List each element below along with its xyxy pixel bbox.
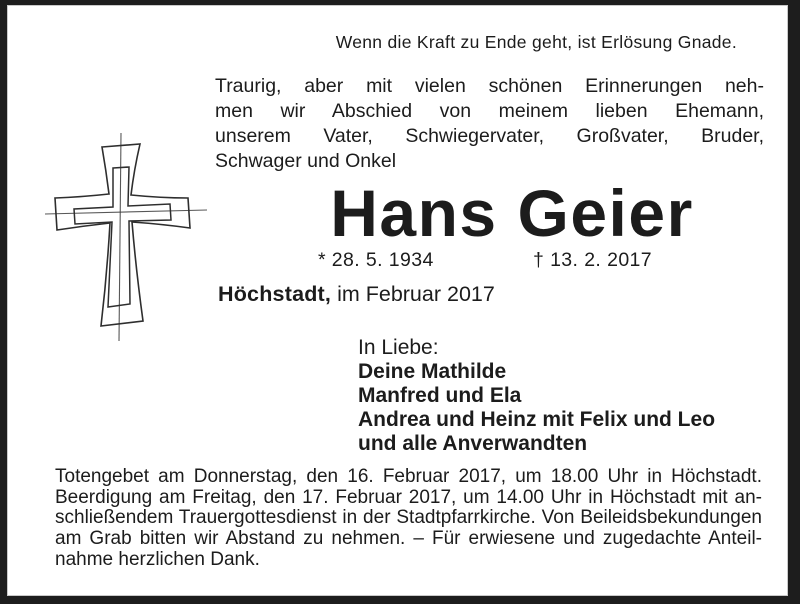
funeral-line: Totengebet am Donnerstag, den 16. Februar 2017, um 18.00 Uhr in Höchstadt.: [55, 466, 762, 487]
cross-illustration: [35, 130, 210, 345]
dateline-place: Höchstadt,: [218, 282, 332, 306]
dateline: [218, 282, 495, 307]
intro-line: men wir Abschied von meinem lieben Ehemann,: [215, 100, 764, 122]
deceased-name: Hans Geier: [330, 176, 694, 250]
intro-paragraph: [215, 74, 764, 174]
notice-content: [7, 5, 788, 596]
epigraph-text: Wenn die Kraft zu Ende geht, ist Erlösung Gnade.: [335, 32, 737, 52]
death-date: † 13. 2. 2017: [533, 249, 653, 271]
funeral-paragraph: [55, 467, 762, 571]
cross-vertical-guide: [119, 133, 121, 341]
funeral-line: nahme herzlichen Dank.: [55, 548, 260, 570]
funeral-line: am Grab bitten wir Abstand zu nehmen. – Für erwiesene und zugedachte Anteil-: [55, 528, 762, 550]
intro-line: Schwager und Onkel: [215, 150, 397, 172]
cross-horizontal-guide: [45, 210, 207, 214]
mourner-line: und alle Anverwandten: [358, 432, 588, 455]
farewell-salutation: In Liebe:: [358, 336, 439, 359]
mourner-line: Deine Mathilde: [358, 360, 507, 383]
mourner-line: Andrea und Heinz mit Felix und Leo: [358, 408, 716, 431]
farewell-block: [358, 336, 715, 456]
cross-outer-outline: [55, 144, 190, 326]
intro-line: Traurig, aber mit vielen schönen Erinnerungen neh-: [215, 75, 764, 97]
funeral-line: schließendem Trauergottesdienst in der Stadtpfarrkirche. Von Beileidsbekundungen: [55, 507, 762, 529]
dateline-rest: im Februar 2017: [331, 282, 495, 306]
intro-line: unserem Vater, Schwiegervater, Großvater, Bruder,: [215, 125, 764, 147]
funeral-line: Beerdigung am Freitag, den 17. Februar 2017, um 14.00 Uhr in Höchstadt mit an-: [55, 486, 762, 508]
cross-inner-outline: [74, 167, 171, 307]
birth-date: * 28. 5. 1934: [318, 249, 434, 271]
mourner-line: Manfred und Ela: [358, 384, 522, 407]
